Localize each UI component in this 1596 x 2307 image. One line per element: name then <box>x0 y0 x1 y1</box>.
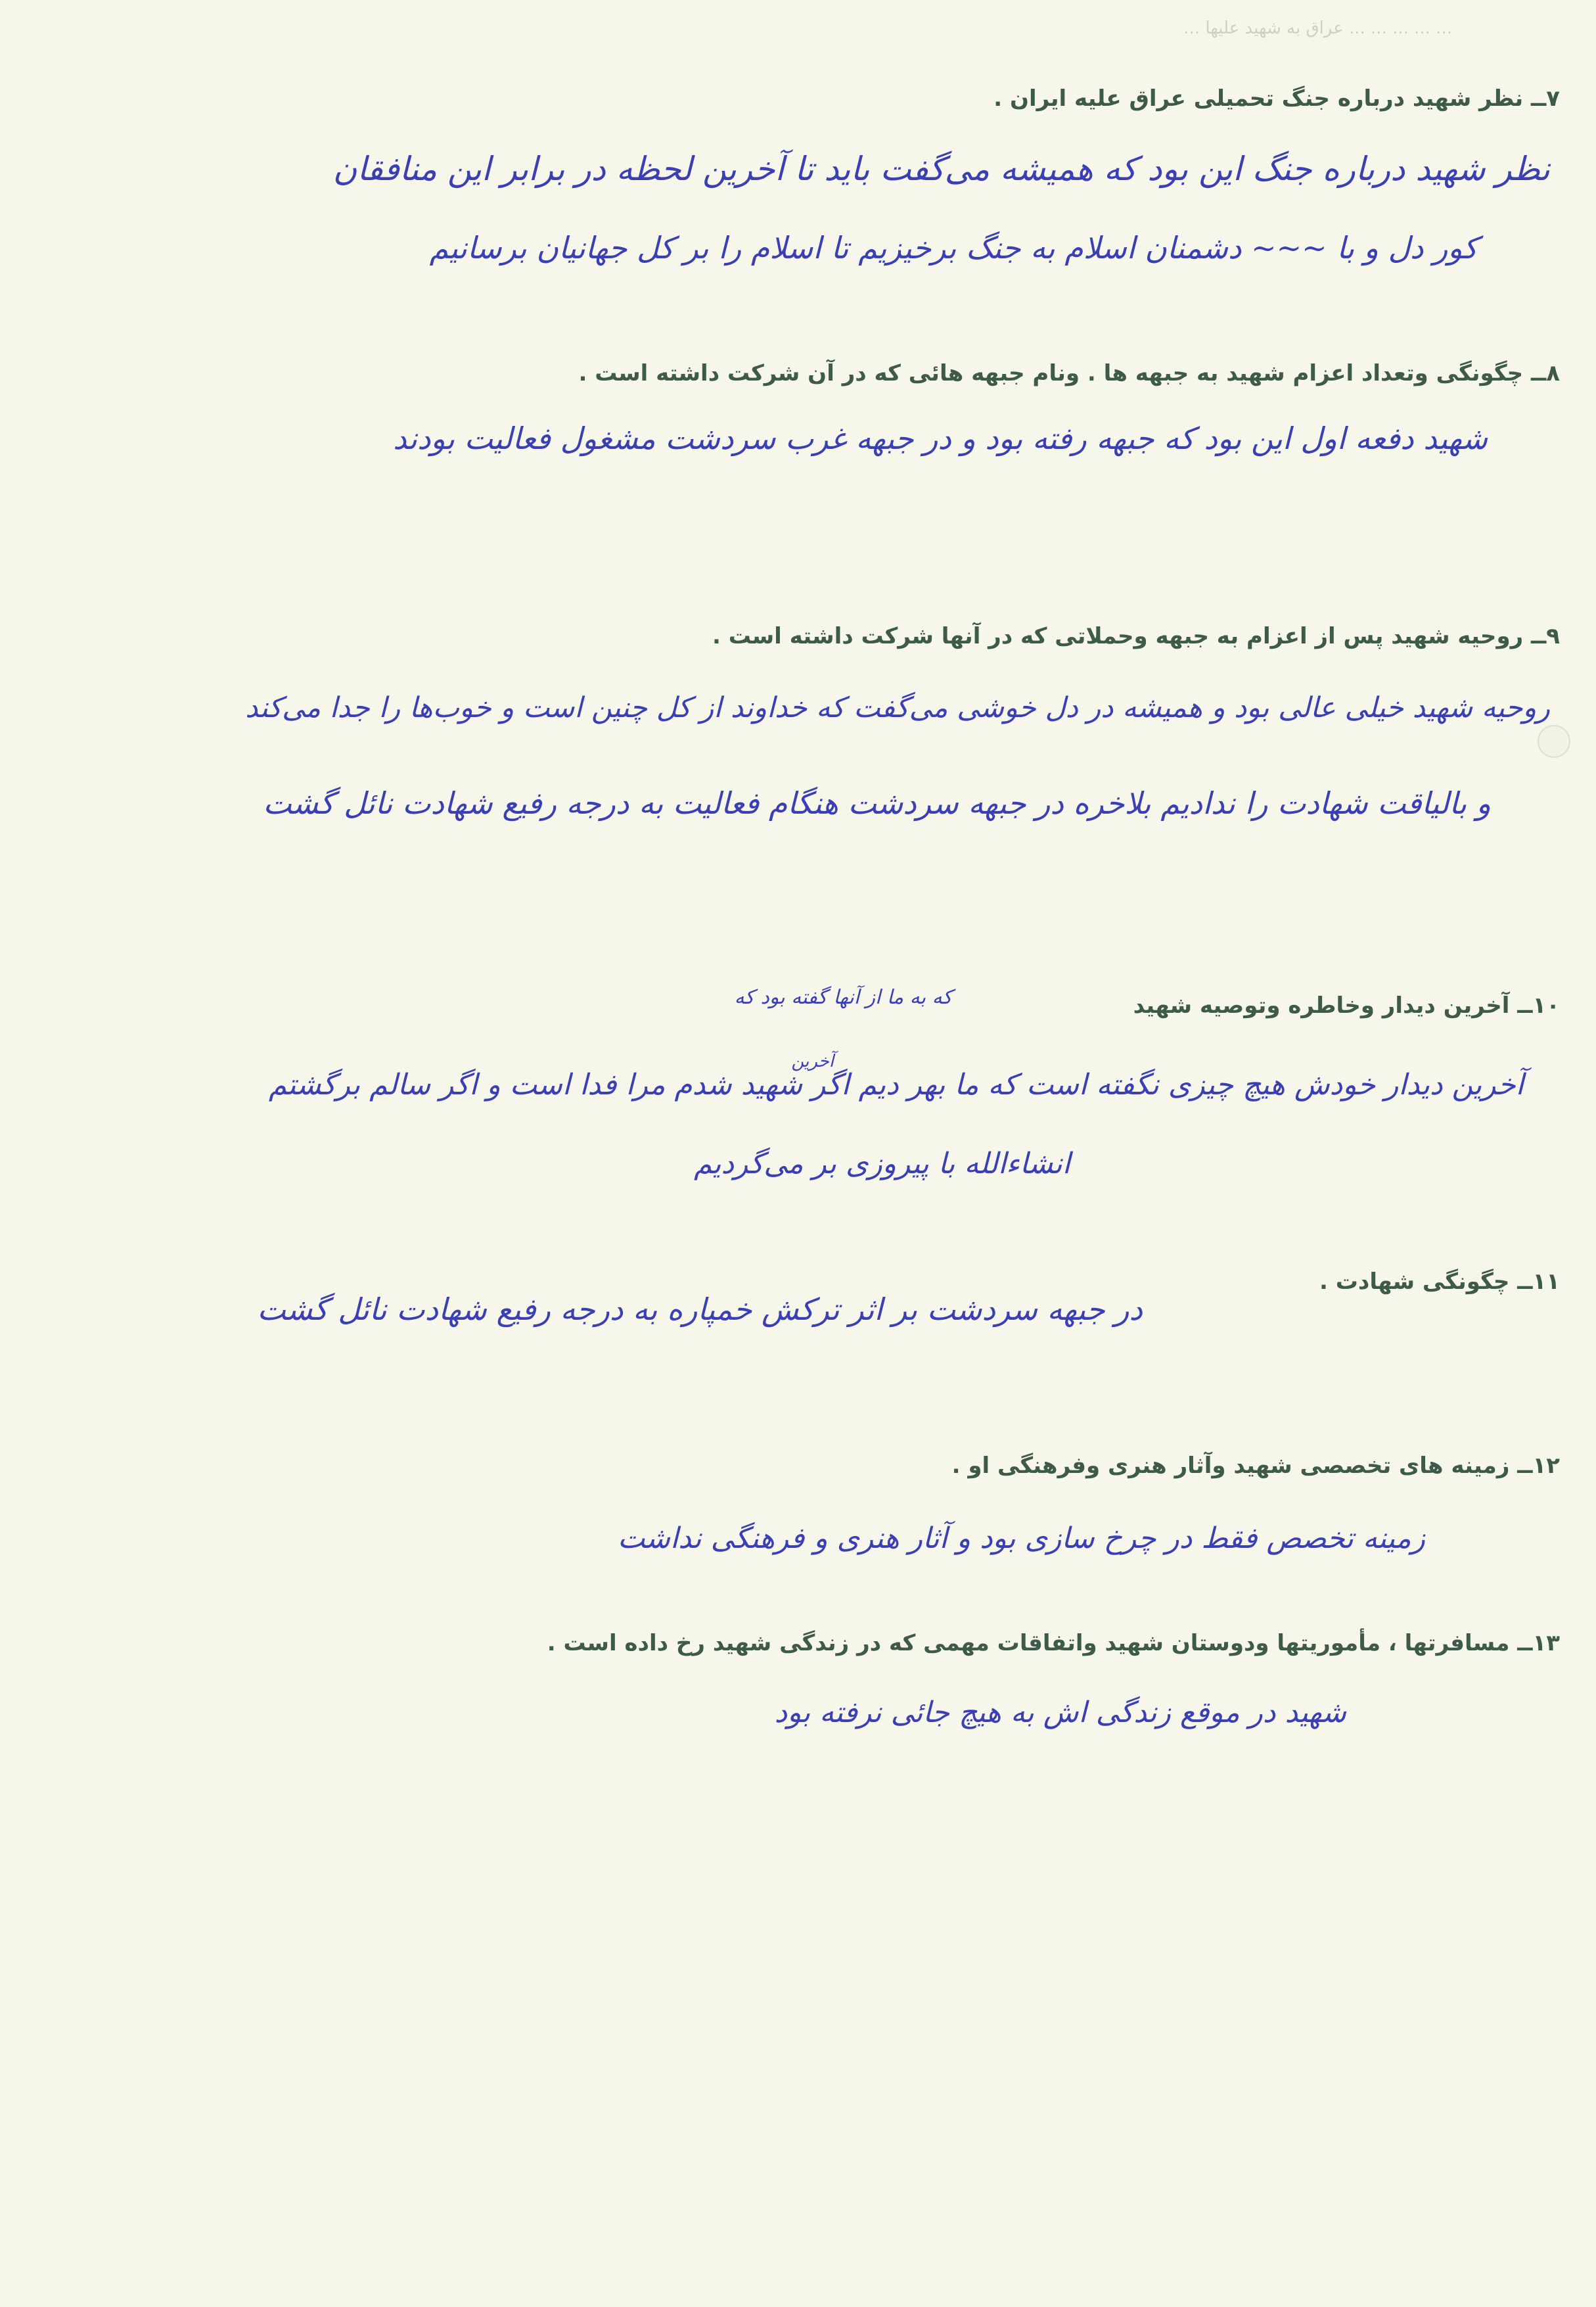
faint-header-text: ... ... ... ... ... عراق به شهید علیها ... <box>1183 18 1452 38</box>
answer-10-line-1: آخرین دیدار خودش هیچ چیزی نگفته است که ما بهر دیم اگر شهید شدم مرا فدا است و اگر سالم برگشتم <box>268 1068 1524 1102</box>
answer-10-insertion: که به ما از آنها گفته بود که <box>734 986 952 1009</box>
answer-9-line-1: روحیه شهید خیلی عالی بود و همیشه در دل خوشی می‌گفت که خداوند از کل چنین است و خوب‌ها را جدا می‌کند <box>245 691 1550 724</box>
question-11: ۱۱ــ چگونگی شهادت . <box>1319 1269 1560 1295</box>
answer-7-line-2: کور دل و با ~~~ دشمنان اسلام به جنگ برخیزیم تا اسلام را بر کل جهانیان برسانیم <box>429 230 1478 266</box>
answer-8-line-1: شهید دفعه اول این بود که جبهه رفته بود و در جبهه غرب سردشت مشغول فعالیت بودند <box>393 421 1488 456</box>
question-13: ۱۳ــ مسافرتها ، مأموریتها ودوستان شهید واتفاقات مهمی که در زندگی شهید رخ داده است . <box>547 1630 1560 1656</box>
question-9: ۹ــ روحیه شهید پس از اعزام به جبهه وحملاتی که در آنها شرکت داشته است . <box>712 623 1560 649</box>
answer-10-line-2: انشاءالله با پیروزی بر می‌گردیم <box>693 1147 1070 1180</box>
question-7: ۷ــ نظر شهید درباره جنگ تحمیلی عراق علیه ایران . <box>993 85 1560 112</box>
question-10: ۱۰ــ آخرین دیدار وخاطره وتوصیه شهید <box>1133 992 1560 1019</box>
question-12: ۱۲ــ زمینه های تخصصی شهید وآثار هنری وفرهنگی او . <box>951 1453 1560 1479</box>
answer-11-inline: در جبهه سردشت بر اثر ترکش خمپاره به درجه رفیع شهادت نائل گشت <box>257 1292 1143 1327</box>
answer-7-line-1: نظر شهید درباره جنگ این بود که همیشه می‌گفت باید تا آخرین لحظه در برابر این منافقان <box>332 150 1550 188</box>
answer-9-line-2: و بالیاقت شهادت را ندادیم بلاخره در جبهه سردشت هنگام فعالیت به درجه رفیع شهادت نائل گشت <box>263 785 1491 821</box>
answer-10-insertion-small: آخرین <box>791 1052 834 1071</box>
punch-hole <box>1538 725 1570 758</box>
question-8: ۸ــ چگونگی وتعداد اعزام شهید به جبهه ها . ونام جبهه هائی که در آن شرکت داشته است . <box>578 360 1560 386</box>
answer-13-line-1: شهید در موقع زندگی اش به هیچ جائی نرفته بود <box>774 1696 1346 1729</box>
answer-12-line-1: زمینه تخصص فقط در چرخ سازی بود و آثار هنری و فرهنگی نداشت <box>617 1522 1425 1555</box>
